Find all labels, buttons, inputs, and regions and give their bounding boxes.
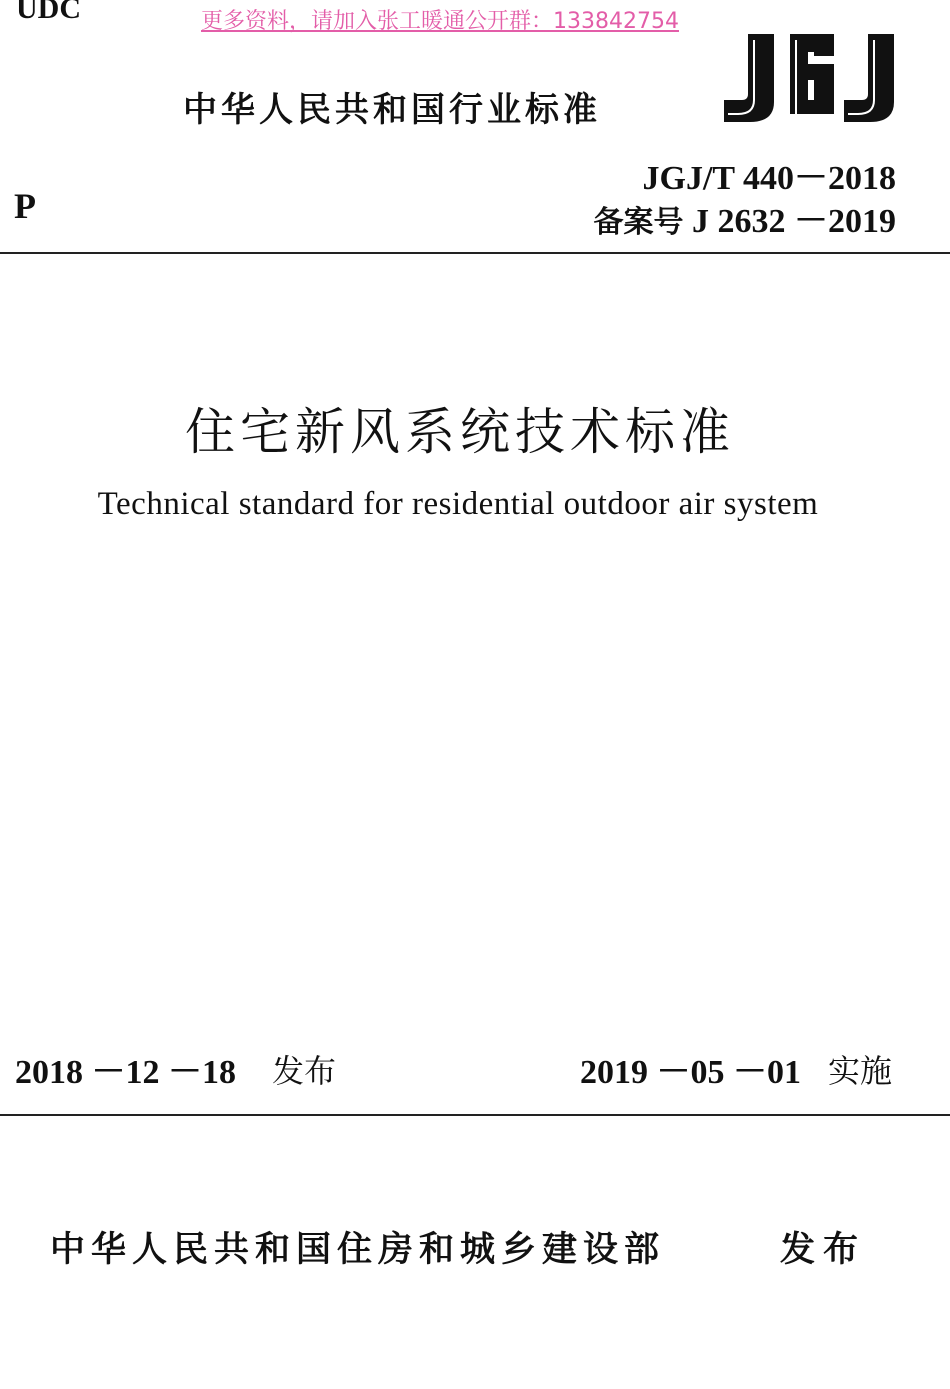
issuer-name: 中华人民共和国住房和城乡建设部: [50, 1230, 666, 1270]
filing-label: 备案号: [593, 205, 684, 240]
implementation-date: 2019 －05 －01: [580, 1054, 801, 1091]
title-english: Technical standard for residential outdoor air system: [97, 486, 819, 522]
top-divider: [0, 252, 950, 254]
filing-number: J 2632 －2019: [692, 203, 896, 240]
bottom-divider: [0, 1114, 950, 1116]
category-code: P: [14, 186, 36, 226]
title-chinese: 住宅新风系统技术标准: [185, 404, 735, 460]
standard-number: JGJ/T 440－2018: [642, 160, 896, 197]
udc-label: UDC: [16, 0, 81, 25]
industry-standard-heading: 中华人民共和国行业标准: [183, 90, 601, 130]
issuer-action: 发布: [780, 1230, 867, 1270]
implementation-label: 实施: [828, 1052, 893, 1090]
issue-label: 发布: [272, 1052, 337, 1090]
jgj-logo: [718, 32, 900, 124]
watermark-link[interactable]: 更多资料，请加入张工暖通公开群：133842754: [201, 9, 679, 34]
filing-number-line: [594, 193, 897, 242]
issue-date: 2018 －12 －18: [15, 1054, 236, 1091]
